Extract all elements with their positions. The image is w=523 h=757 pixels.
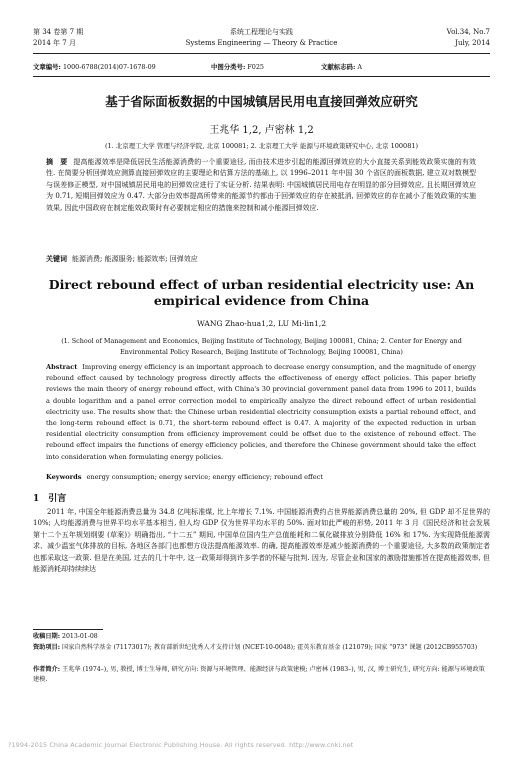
author-bio-label: 作者简介: [33, 666, 61, 673]
article-number [33, 62, 156, 71]
chinese-affiliations: (1. 北京理工大学 管理与经济学院, 北京 100081; 2. 北京理工大学 能源与环境政策研究中心, 北京 100081) [104, 142, 419, 150]
article-number-value: 1000-6788(2014)07-1678-09 [62, 63, 156, 71]
meta-rule [33, 76, 490, 77]
author-bio-text: 王兆华 (1974–), 男, 教授, 博士生导师, 研究方向: 资源与环境管理、能源经济与政策建模; 卢密林 (1983–), 男, 汉, 博士研究生, 研究方向: 能源与环境政策建模. [33, 666, 485, 684]
clc-value: F025 [247, 63, 264, 71]
doc-code-label: 文献标志码: [321, 63, 356, 71]
chinese-keywords [46, 253, 476, 265]
clc-number [211, 62, 264, 71]
header-date: 2014 年 7 月 [33, 39, 76, 47]
english-affiliations: (1. School of Management and Economics, Beijing Institute of Technology, Beijing 100081, China; 2. Center for Energy and Environmental Policy Research, Beijing Institute of Technology, Beijing 100081, China) [61, 337, 462, 356]
header-volume: 第 34 卷第 7 期 [33, 28, 84, 36]
header-rule [33, 53, 490, 54]
english-abstract-label: Abstract [46, 363, 78, 371]
section-body: 2011 年, 中国全年能源消费总量为 34.8 亿吨标准煤, 比上年增长 7.1%. 中国能源消费约占世界能源消费总量的 20%, 但 GDP 却不足世界的 10%; 人均能源消费与世界平均水平基本相当, 但人均 GDP 仅为世界平均水平的 50%. 面对如此严峻的形势, 2011 年 3 月《国民经济和社会发展第十二个五年规划纲要 (草案)》明确指出, “十二五” 期间, 中国单位国内生产总值能耗和二氧化碳排放分别降低 16% 和 17%. 为实现降低能源需求、减少温室气体排放的目标, 各地区各部门也都想方设法提高能源效率. 的确, 提高能源效率是减少能源消费的一个重要途径, 大多数的政策制定者也都采取这一政策. 但是在美国, 过去的几十年中, 这一政策却得到许多学者的怀疑与批判. 因为, 尽管企业和国家的激励措施都旨在提高能源效率, 但能源消耗却持续续达 [33, 508, 490, 574]
header-date-en: July, 2014 [455, 39, 490, 47]
english-title: Direct rebound effect of urban residential electricity use: An empirical evidence from China [48, 277, 475, 308]
chinese-keywords-text: 能源消费; 能源服务; 能源效率; 回弹效应 [72, 255, 198, 263]
chinese-keywords-label: 关键词 [46, 254, 67, 263]
footnote-rule [33, 629, 103, 630]
footnote-received [33, 632, 490, 642]
copyright-notice: ?1994-2015 China Academic Journal Electronic Publishing House. All rights reserved. http://www.cnki.net [8, 741, 354, 749]
article-number-label: 文章编号: [33, 63, 61, 71]
doc-code [321, 62, 362, 71]
english-keywords [46, 472, 476, 483]
chinese-abstract-text: 提高能源效率是降低居民生活能源消费的一个重要途径, 而由技术进步引起的能源回弹效应的大小直接关系到能效政策实施的有效性. 在简要分析回弹效应测算直接回弹效应的主要理论和估算方法的基础上, 以 1996–2011 年中国 30 个省区的面板数据, 建立双对数模型与误差修正模型, 对中国城镇居民用电的回弹效应进行了实证分析. 结果表明: 中国城镇居民用电存在明显的部分回弹效应, 且长期回弹效应为 0.71, 短期回弹效应为 0.47. 大部分由效率提高所带来的能源节约都由于回弹效应的存在被抵消, 回弹效应的存在减小了能效政策的实施效果, 因此中国政府在制定能效政策时有必要制定相应的措施来控制和减小能源回弹效应. [46, 158, 477, 212]
section-heading: 1 引言 [33, 494, 67, 504]
received-date: 2013-01-08 [62, 633, 98, 640]
english-authors: WANG Zhao-hua1,2, LU Mi-lin1,2 [196, 319, 327, 328]
chinese-abstract-label: 摘 要 [46, 157, 68, 166]
english-abstract-text: Improving energy efficiency is an important approach to decrease energy consumption, and the magnitude of energy rebound effect caused by technology progress directly affects the effectiveness of energy effect policies. This paper briefly reviews the main theory of energy rebound effect, with China's 30 provincial government panel data from 1996 to 2011, builds a double logarithm and a panel error correction model to empirically analyze the direct rebound effect of urban residential electricity use. The results show that: the Chinese urban residential electricity consumption exists a partial rebound effect, and the long-term rebound effect is 0.71, the short-term rebound effect is 0.47. A majority of the expected reduction in urban residential electricity consumption from efficiency improvement could be offset due to the existence of rebound effect. The rebound effect impairs the functions of energy efficiency policies, and therefore the Chinese government should take the effect into consideration when formulating energy policies. [46, 363, 476, 461]
header-journal-cn: 系统工程理论与实践 [230, 28, 293, 36]
footnote-funding [33, 643, 490, 653]
received-label: 收稿日期: [33, 633, 61, 640]
english-abstract [46, 362, 476, 463]
english-keywords-label: Keywords [46, 473, 82, 481]
funding-label: 资助项目: [33, 644, 61, 651]
funding-text: 国家自然科学基金 (71173017); 教育部新世纪优秀人才支持计划 (NCET-10-0048); 霍英东教育基金 (121079); 国家 “973” 课题 (2012CB955703) [62, 644, 478, 651]
header-vol-en: Vol.34, No.7 [446, 28, 490, 36]
header-journal-en: Systems Engineering — Theory & Practice [185, 39, 338, 47]
chinese-abstract [46, 156, 476, 214]
clc-label: 中图分类号: [211, 63, 246, 71]
chinese-authors: 王兆华 1,2, 卢密林 1,2 [209, 125, 314, 136]
footnote-author [33, 665, 490, 686]
english-keywords-text: energy consumption; energy service; energy efficiency; rebound effect [86, 473, 323, 481]
chinese-title: 基于省际面板数据的中国城镇居民用电直接回弹效应研究 [105, 94, 418, 109]
doc-code-value: A [357, 63, 362, 71]
